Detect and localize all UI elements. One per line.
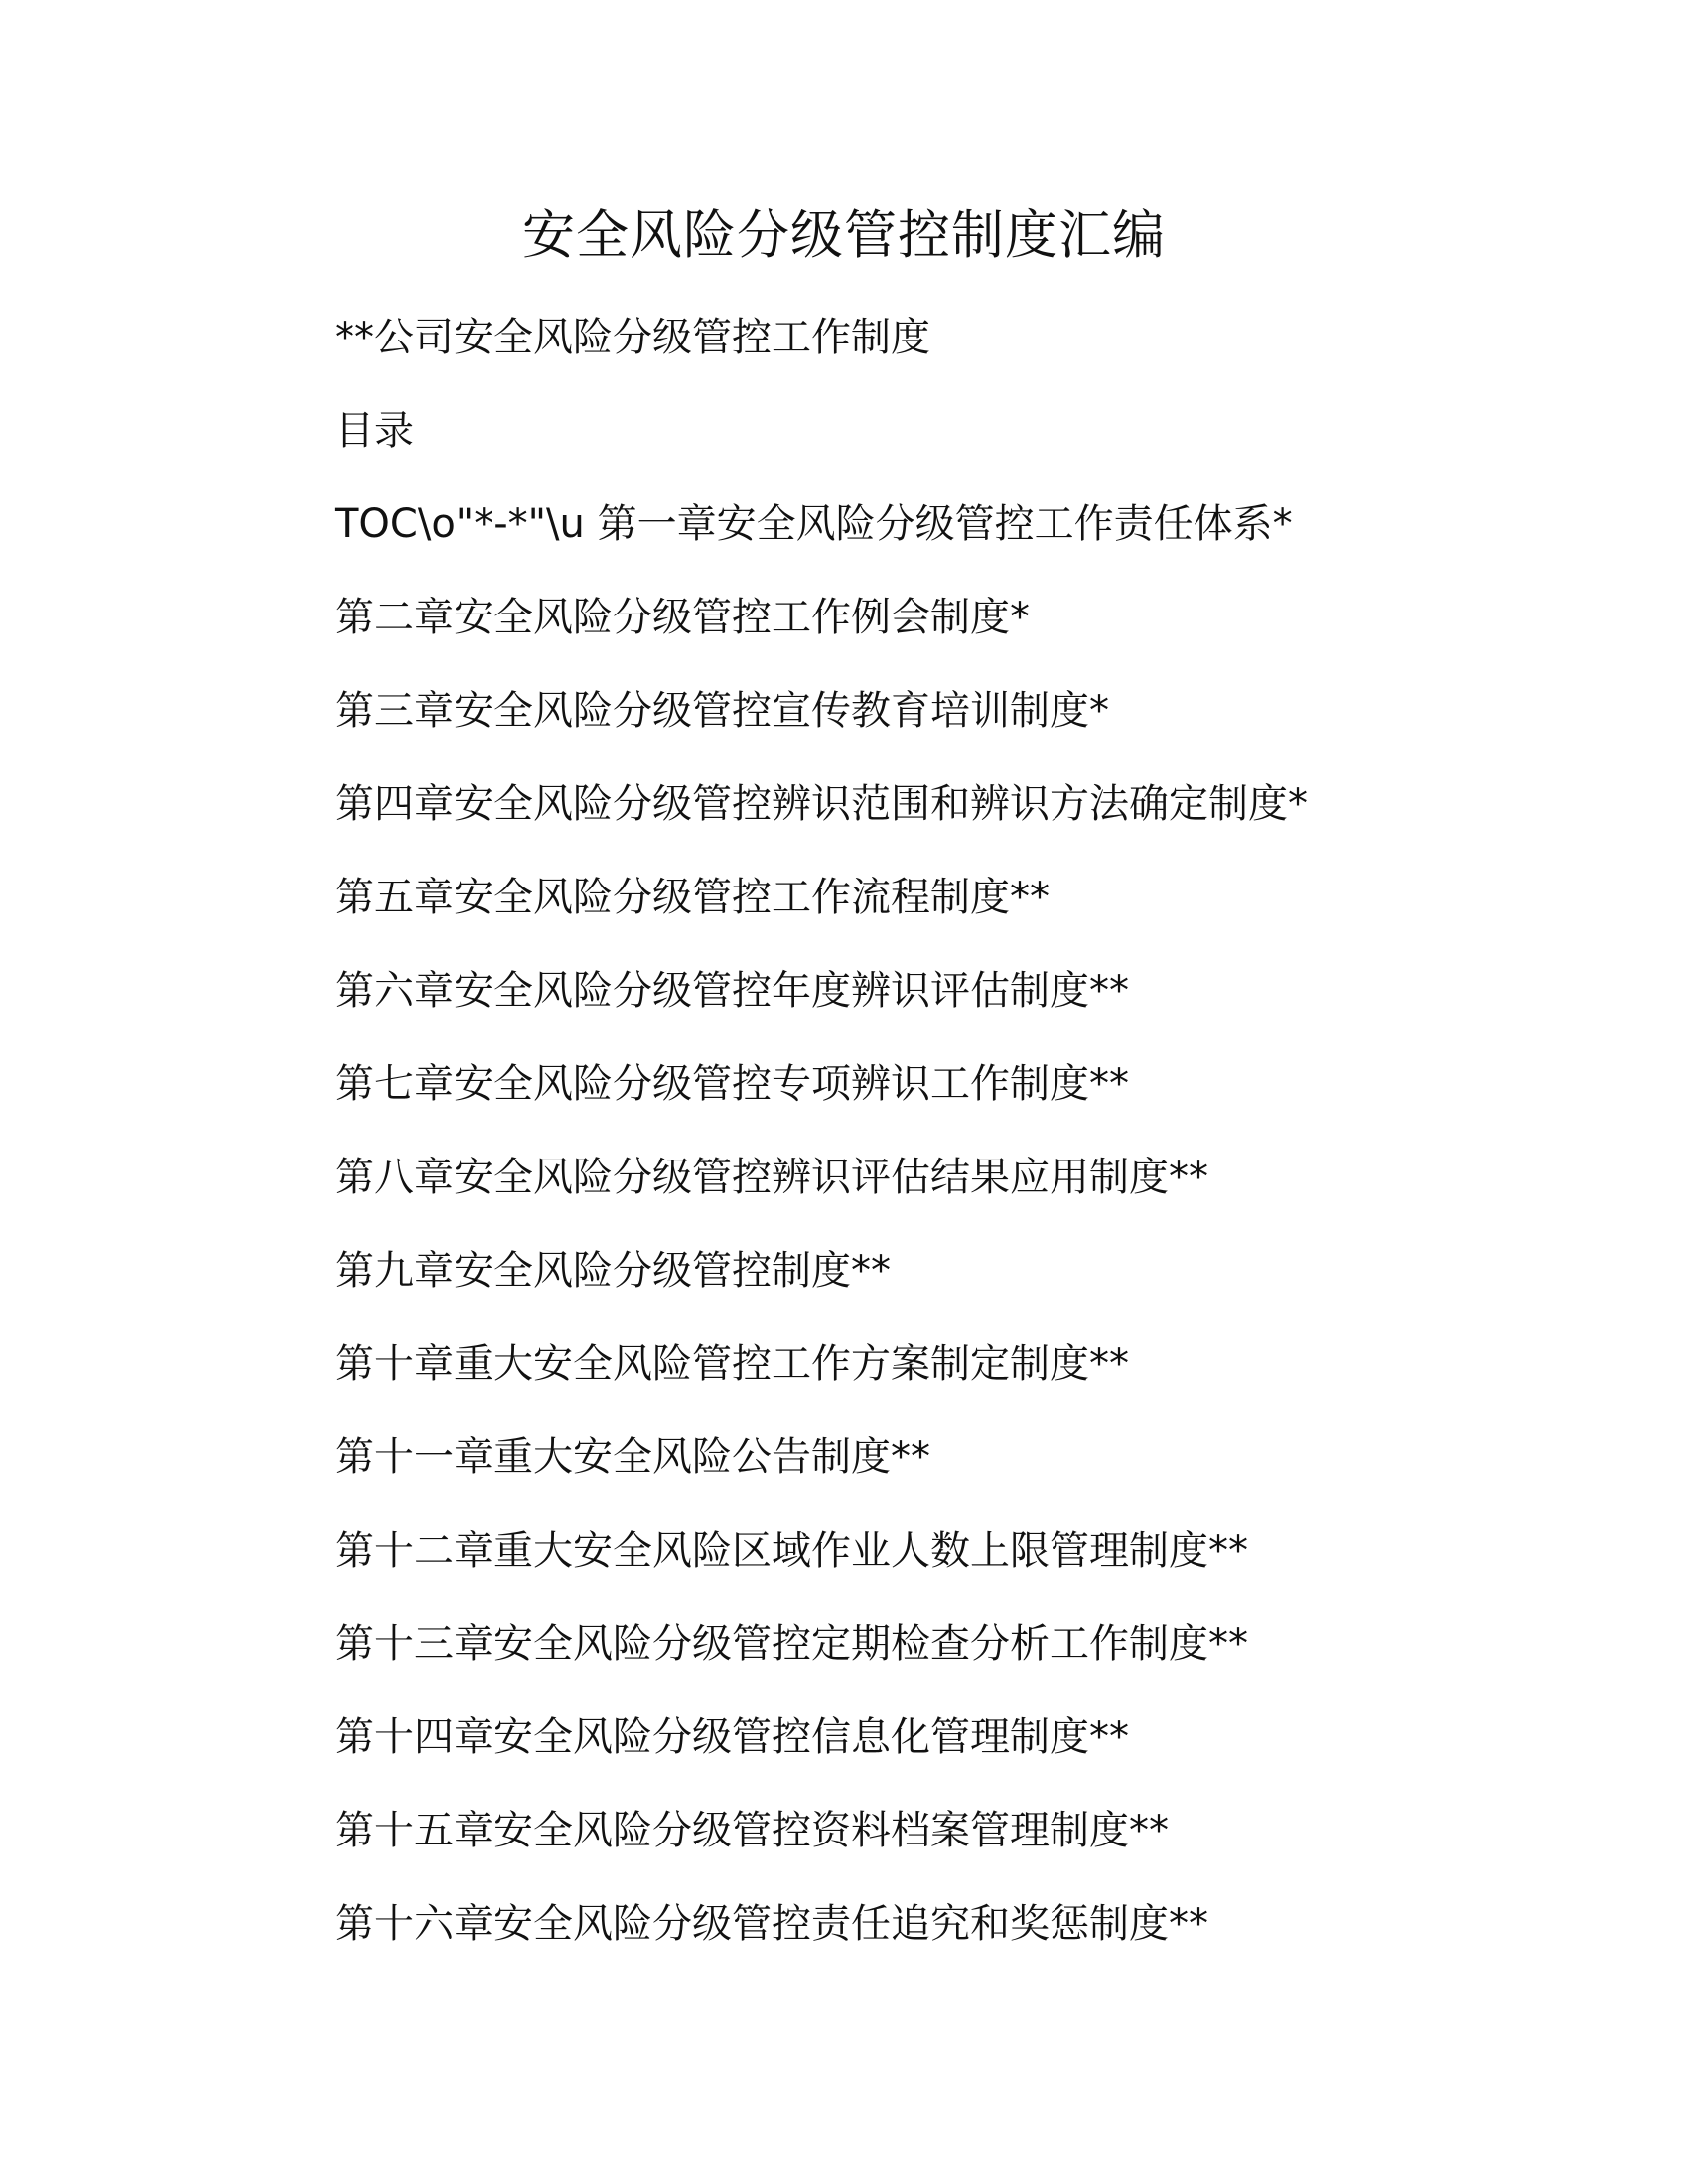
toc-item-chapter-13: 第十三章安全风险分级管控定期检查分析工作制度** [335,1621,1248,1667]
toc-heading: 目录 [335,408,414,454]
toc-item-chapter-2: 第二章安全风险分级管控工作例会制度* [335,595,1030,640]
document-title: 安全风险分级管控制度汇编 [522,205,1166,266]
toc-item-chapter-3: 第三章安全风险分级管控宣传教育培训制度* [335,688,1109,734]
toc-item-chapter-16: 第十六章安全风险分级管控责任追究和奖惩制度** [335,1901,1208,1947]
toc-item-chapter-1: TOC\o"*-*"\u 第一章安全风险分级管控工作责任体系* [335,501,1293,547]
toc-item-chapter-4: 第四章安全风险分级管控辨识范围和辨识方法确定制度* [335,781,1308,827]
toc-item-chapter-7: 第七章安全风险分级管控专项辨识工作制度** [335,1061,1129,1107]
toc-item-chapter-11: 第十一章重大安全风险公告制度** [335,1434,930,1480]
toc-item-chapter-8: 第八章安全风险分级管控辨识评估结果应用制度** [335,1155,1208,1200]
toc-item-chapter-15: 第十五章安全风险分级管控资料档案管理制度** [335,1808,1169,1853]
document-body [335,308,1546,1987]
toc-item-chapter-12: 第十二章重大安全风险区域作业人数上限管理制度** [335,1528,1248,1573]
toc-item-chapter-10: 第十章重大安全风险管控工作方案制定制度** [335,1341,1129,1387]
toc-item-chapter-5: 第五章安全风险分级管控工作流程制度** [335,875,1050,920]
company-regulation-title: **公司安全风险分级管控工作制度 [335,315,930,360]
toc-item-chapter-14: 第十四章安全风险分级管控信息化管理制度** [335,1714,1129,1760]
toc-item-chapter-9: 第九章安全风险分级管控制度** [335,1248,891,1294]
toc-item-chapter-6: 第六章安全风险分级管控年度辨识评估制度** [335,968,1129,1014]
